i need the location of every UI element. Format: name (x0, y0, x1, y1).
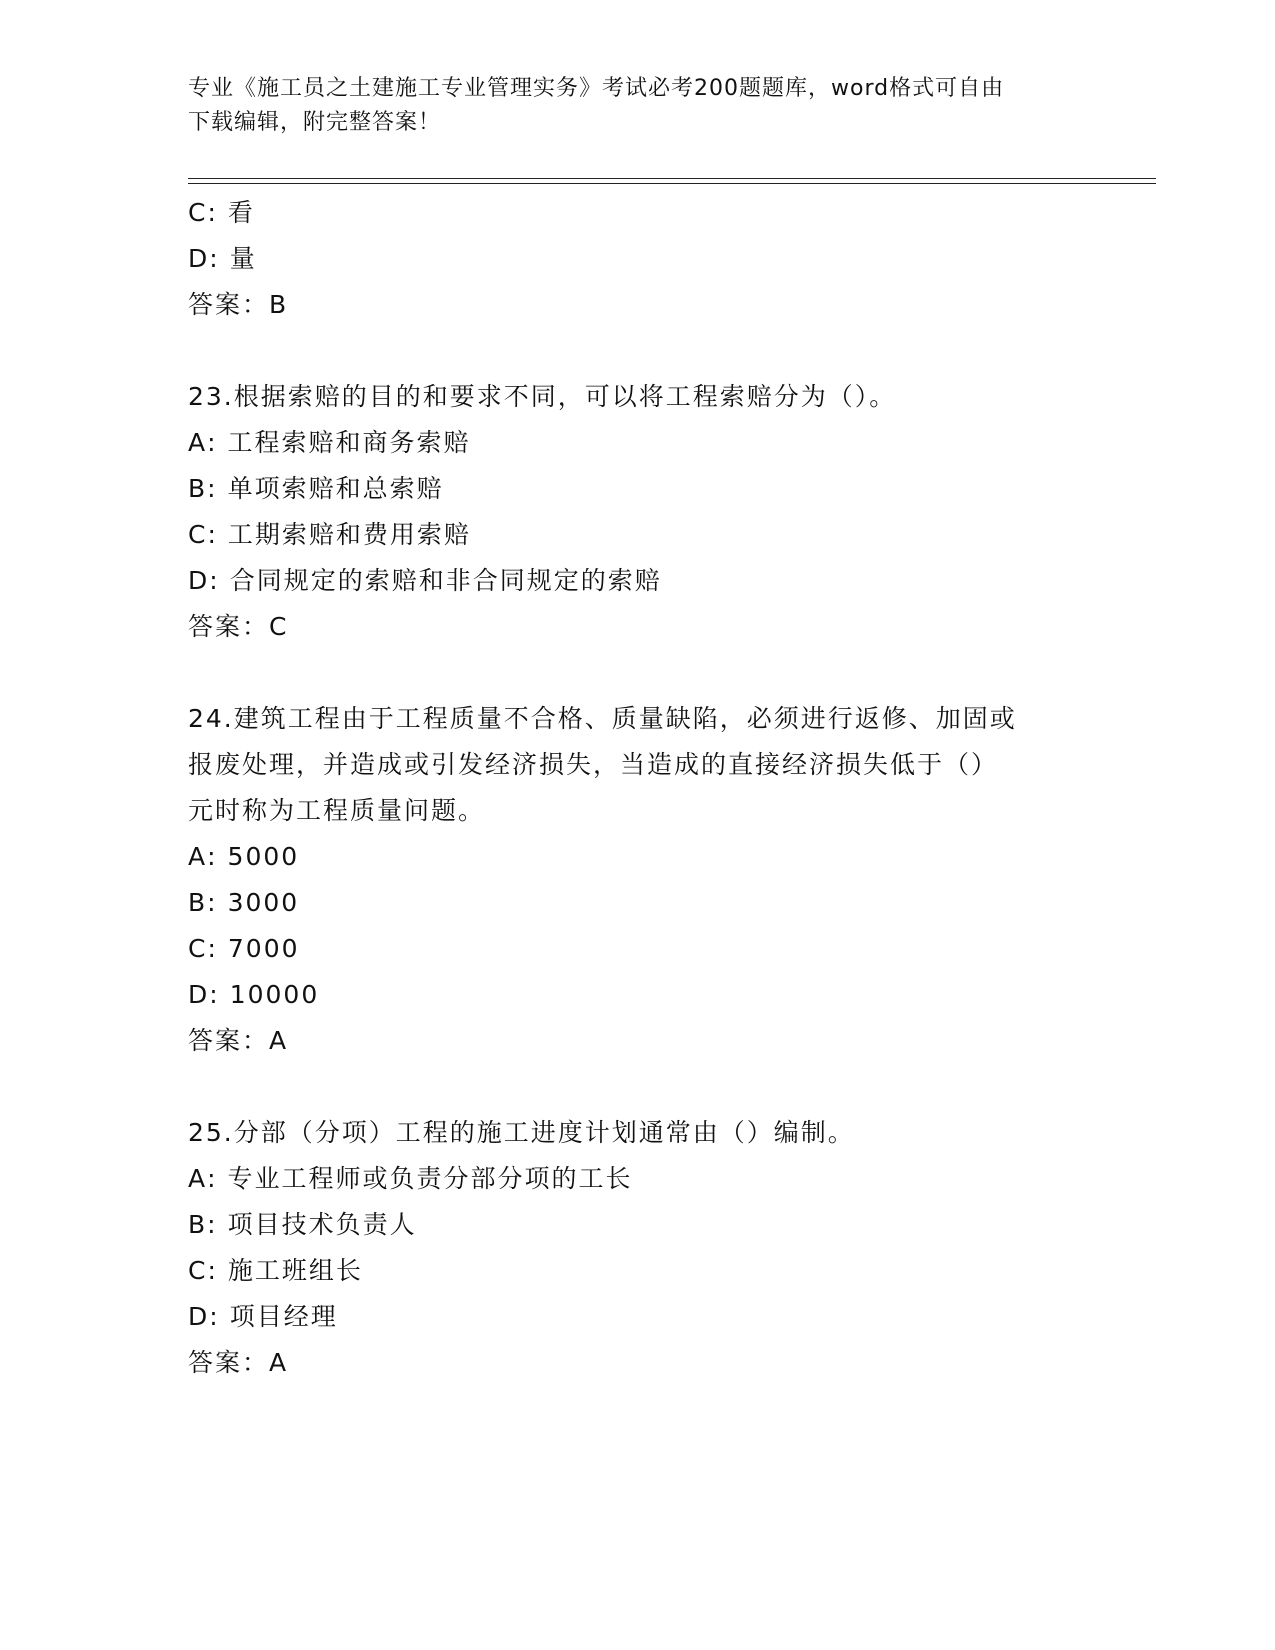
option-line: D: 10000 (188, 972, 1088, 1018)
option-line: C: 看 (188, 190, 1088, 236)
option-text: 工期索赔和费用索赔 (227, 520, 471, 549)
question-22-tail (188, 190, 1088, 328)
question-23 (188, 374, 1088, 650)
option-text: 施工班组长 (227, 1256, 363, 1285)
option-text: 7000 (227, 934, 300, 963)
question-stem-line: 24.建筑工程由于工程质量不合格、质量缺陷，必须进行返修、加固或 (188, 704, 1017, 733)
option-letter: B (188, 474, 208, 503)
option-letter: B (188, 1210, 208, 1239)
header-divider-bottom (188, 183, 1156, 184)
question-stem: 25.分部（分项）工程的施工进度计划通常由（）编制。 (188, 1118, 855, 1147)
option-line: C: 施工班组长 (188, 1248, 1088, 1294)
option-letter: B (188, 888, 208, 917)
header-line-1: 专业《施工员之土建施工专业管理实务》考试必考200题题库，word格式可自由 (188, 76, 1005, 101)
answer-line: 答案：A (188, 1026, 289, 1055)
option-letter: C (188, 934, 208, 963)
option-text: 10000 (229, 980, 320, 1009)
option-line: A: 专业工程师或负责分部分项的工长 (188, 1156, 1088, 1202)
option-line: D: 项目经理 (188, 1294, 1088, 1340)
option-letter: D (188, 566, 210, 595)
document-header (188, 72, 1088, 140)
answer-line: 答案：A (188, 1348, 289, 1377)
option-letter: A (188, 1164, 208, 1193)
option-letter: A (188, 842, 208, 871)
header-line-2: 下载编辑，附完整答案！ (188, 110, 442, 135)
option-text: 单项索赔和总索赔 (227, 474, 444, 503)
option-line: A: 5000 (188, 834, 1088, 880)
option-letter: A (188, 428, 208, 457)
option-line: B: 单项索赔和总索赔 (188, 466, 1088, 512)
option-line: B: 3000 (188, 880, 1088, 926)
option-line: A: 工程索赔和商务索赔 (188, 420, 1088, 466)
option-letter: C (188, 198, 208, 227)
option-text: 合同规定的索赔和非合同规定的索赔 (229, 566, 662, 595)
option-text: 工程索赔和商务索赔 (227, 428, 471, 457)
question-stem-line: 报废处理，并造成或引发经济损失，当造成的直接经济损失低于（） (188, 750, 999, 779)
option-letter: C (188, 1256, 208, 1285)
option-line: D: 合同规定的索赔和非合同规定的索赔 (188, 558, 1088, 604)
option-letter: D (188, 1302, 210, 1331)
option-text: 5000 (227, 842, 300, 871)
header-divider-top (188, 178, 1156, 179)
option-text: 项目经理 (229, 1302, 338, 1331)
question-25 (188, 1110, 1088, 1386)
option-letter: D (188, 244, 210, 273)
option-line: C: 工期索赔和费用索赔 (188, 512, 1088, 558)
option-text: 量 (229, 244, 257, 273)
document-body (188, 190, 1088, 1386)
option-line: B: 项目技术负责人 (188, 1202, 1088, 1248)
option-text: 3000 (227, 888, 300, 917)
option-text: 看 (227, 198, 255, 227)
option-letter: D (188, 980, 210, 1009)
answer-line: 答案：B (188, 290, 289, 319)
option-line: C: 7000 (188, 926, 1088, 972)
option-text: 项目技术负责人 (227, 1210, 417, 1239)
question-stem-line: 元时称为工程质量问题。 (188, 796, 486, 825)
option-line: D: 量 (188, 236, 1088, 282)
question-24 (188, 696, 1088, 1064)
question-stem: 23.根据索赔的目的和要求不同，可以将工程索赔分为（）。 (188, 382, 897, 411)
option-letter: C (188, 520, 208, 549)
answer-line: 答案：C (188, 612, 289, 641)
option-text: 专业工程师或负责分部分项的工长 (227, 1164, 633, 1193)
